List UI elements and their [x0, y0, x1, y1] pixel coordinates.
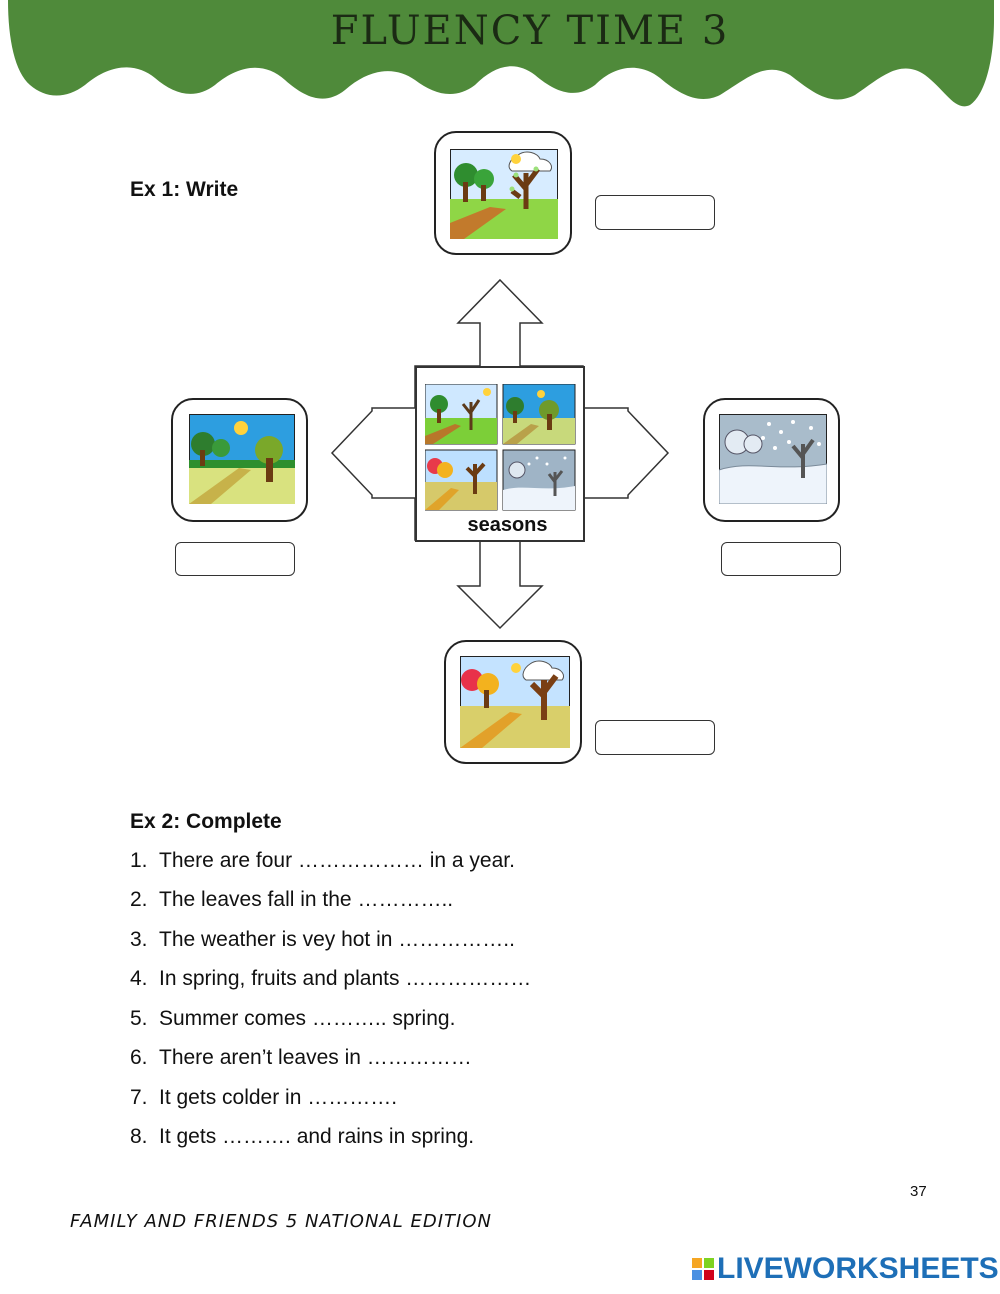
seasons-label: seasons — [467, 514, 548, 536]
sentence-5[interactable]: 5. Summer comes ……….. spring. — [130, 1007, 456, 1030]
exercise2-heading: Ex 2: Complete — [130, 810, 282, 833]
spring-scene-icon — [450, 149, 558, 239]
winter-mini-icon — [503, 450, 575, 510]
summer-scene-icon — [189, 414, 295, 504]
picture-left — [171, 398, 308, 522]
sentence-8[interactable]: 8. It gets ………. and rains in spring. — [130, 1125, 475, 1148]
spring-mini-icon — [425, 384, 497, 444]
picture-bottom — [444, 640, 582, 764]
exercise1-heading: Ex 1: Write — [130, 178, 239, 201]
brand-name: LIVEWORKSHEETS — [717, 1252, 999, 1285]
summer-mini-icon — [503, 384, 575, 444]
picture-top — [434, 131, 572, 255]
liveworksheets-icon — [692, 1258, 714, 1280]
sentence-6[interactable]: 6. There aren’t leaves in …………… — [130, 1046, 472, 1069]
sentence-4[interactable]: 4. In spring, fruits and plants ……………… — [130, 967, 532, 990]
answer-box-right[interactable] — [721, 542, 841, 576]
liveworksheets-logo[interactable] — [692, 1252, 999, 1286]
sentence-3[interactable]: 3. The weather is vey hot in …………….. — [130, 928, 515, 951]
answer-box-top[interactable] — [595, 195, 715, 230]
picture-right — [703, 398, 840, 522]
sentence-2[interactable]: 2. The leaves fall in the ………….. — [130, 888, 454, 911]
winter-scene-icon — [719, 414, 827, 504]
answer-box-bottom[interactable] — [595, 720, 715, 755]
seasons-collage — [425, 384, 577, 512]
autumn-scene-icon — [460, 656, 570, 748]
book-title: FAMILY AND FRIENDS 5 NATIONAL EDITION — [70, 1211, 492, 1232]
page-number: 37 — [910, 1183, 927, 1200]
answer-box-left[interactable] — [175, 542, 295, 576]
sentence-1[interactable]: 1. There are four ……………… in a year. — [130, 849, 515, 872]
sentence-7[interactable]: 7. It gets colder in …………. — [130, 1086, 398, 1109]
autumn-mini-icon — [425, 450, 497, 510]
page-title: FLUENCY TIME 3 — [330, 8, 730, 54]
